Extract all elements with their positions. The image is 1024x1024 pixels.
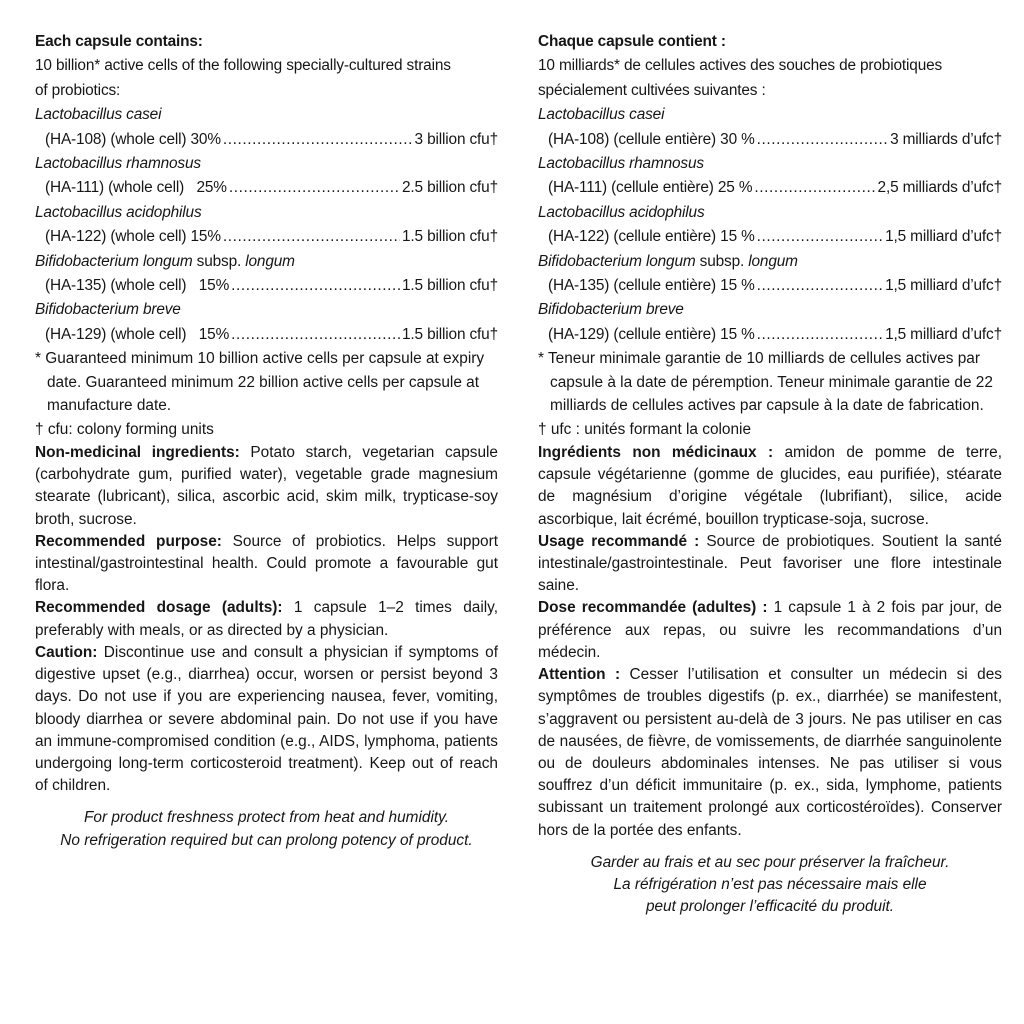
leader-dots — [229, 176, 400, 200]
purpose-section — [538, 531, 1002, 598]
species-name: longum — [245, 252, 295, 270]
strain-desc: (HA-122) (cellule entière) 15 % — [548, 228, 755, 246]
strain-row — [538, 128, 1002, 152]
caution-text: Cesser l’utilisation et consulter un médecin si des symptômes de troubles digestifs (p. ex., diarrhée) se manifestent, s’aggravent ou persistent au-delà de 3 jours. Ne pas utiliser en cas de nausées, de fièvre, de vomissements, de diarrhée sanguinolente ou de douleurs abdominales intenses. Ne pas utiliser si vous souffrez d’un déficit immunitaire (p. ex., sida, lymphome, patients subissant un traitement prolongé aux corticostéroïdes). Conserver hors de la portée des enfants. — [538, 666, 1002, 839]
strain-amount: 1.5 billion cfu† — [402, 228, 498, 246]
caution-heading: Caution: — [35, 643, 98, 661]
contains-heading: Each capsule contains: — [35, 33, 203, 50]
strain-desc: (HA-108) (whole cell) 30% — [45, 130, 221, 148]
dosage-section — [538, 597, 1002, 664]
leader-dots — [223, 128, 413, 152]
strain-amount: 2.5 billion cfu† — [402, 179, 498, 197]
strain-amount: 1,5 milliard d’ufc† — [885, 325, 1002, 343]
english-column — [35, 30, 498, 852]
strain-desc: (HA-135) (cellule entière) 15 % — [548, 277, 755, 295]
cfu-note: † ufc : unités formant la colonie — [538, 421, 752, 439]
leader-dots — [231, 274, 400, 298]
strain-row — [35, 323, 498, 347]
footer-line: For product freshness protect from heat and humidity. — [84, 809, 449, 827]
nonmedicinal-section — [35, 442, 498, 531]
dosage-text: 1 capsule 1–2 times daily, preferably with meals, or as directed by a physician. — [35, 599, 498, 639]
strain-desc: (HA-122) (whole cell) 15% — [45, 228, 221, 246]
leader-dots — [757, 128, 888, 152]
dosage-text: 1 capsule 1 à 2 fois par jour, de préférence aux repas, ou suivre les recommandations d’un médecin. — [538, 599, 1002, 661]
cfu-note: † cfu: colony forming units — [35, 421, 214, 439]
strain-species: Lactobacillus acidophilus — [35, 203, 202, 221]
strain-species: Lactobacillus rhamnosus — [538, 155, 704, 173]
caution-heading: Attention : — [538, 666, 621, 684]
nonmedicinal-section — [538, 442, 1002, 531]
dosage-heading: Recommended dosage (adults): — [35, 599, 283, 617]
strain-desc: (HA-111) (cellule entière) 25 % — [548, 179, 753, 197]
strain-desc: (HA-135) (whole cell) 15% — [45, 277, 230, 295]
purpose-text: Source de probiotiques. Soutient la santé intestinale/gastrointestinale. Peut favoriser une flore intestinale saine. — [538, 532, 1002, 595]
strain-row — [538, 323, 1002, 347]
strain-species: Bifidobacterium breve — [35, 301, 181, 319]
storage-footer — [538, 852, 1002, 919]
purpose-text: Source of probiotics. Helps support intestinal/gastrointestinal health. Could promote a favourable gut flora. — [35, 532, 498, 595]
strain-amount: 3 billion cfu† — [414, 130, 498, 148]
species-name: longum — [748, 252, 798, 270]
nonmedicinal-text: amidon de pomme de terre, capsule végétarienne (gomme de glucides, eau purifiée), stéarate de magnésium d’origine végétale (lubrifiant), silice, acide ascorbique, lait écrémé, bouillon trypticase-soja, sucrose. — [538, 444, 1002, 528]
strain-desc: (HA-111) (whole cell) 25% — [45, 179, 227, 197]
contains-heading: Chaque capsule contient : — [538, 33, 726, 50]
strain-amount: 3 milliards d’ufc† — [890, 130, 1002, 148]
strain-amount: 1,5 milliard d’ufc† — [885, 277, 1002, 295]
footer-line: No refrigeration required but can prolong potency of product. — [60, 831, 473, 849]
purpose-heading: Recommended purpose: — [35, 532, 222, 550]
strain-species: Lactobacillus casei — [538, 106, 665, 124]
strain-species: Bifidobacterium breve — [538, 301, 684, 319]
caution-section — [538, 664, 1002, 842]
caution-section — [35, 642, 498, 797]
nonmedicinal-heading: Ingrédients non médicinaux : — [538, 444, 774, 462]
leader-dots — [757, 323, 883, 347]
contains-line: 10 billion* active cells of the following specially-cultured strains — [35, 57, 451, 75]
contains-line: 10 milliards* de cellules actives des souches de probiotiques — [538, 57, 943, 75]
subsp-label: subsp. — [695, 252, 749, 270]
strain-species: Lactobacillus casei — [35, 106, 162, 124]
leader-dots — [757, 225, 883, 249]
dosage-section — [35, 597, 498, 641]
purpose-heading: Usage recommandé : — [538, 532, 700, 550]
subsp-label: subsp. — [192, 252, 246, 270]
strain-amount: 1,5 milliard d’ufc† — [885, 228, 1002, 246]
guarantee-note: * Guaranteed minimum 10 billion active cells per capsule at expiry date. Guaranteed minimum 22 billion active cells per capsule at manufacture date. — [35, 350, 485, 415]
strain-species — [538, 250, 1002, 274]
strain-row — [538, 274, 1002, 298]
contains-line: of probiotics: — [35, 81, 121, 99]
strain-row — [35, 176, 498, 200]
leader-dots — [231, 323, 400, 347]
purpose-section — [35, 531, 498, 598]
strain-species: Lactobacillus rhamnosus — [35, 155, 201, 173]
strain-row — [35, 225, 498, 249]
strain-row — [35, 128, 498, 152]
footer-line: Garder au frais et au sec pour préserver la fraîcheur. — [590, 853, 950, 871]
strain-desc: (HA-108) (cellule entière) 30 % — [548, 130, 755, 148]
strain-row — [538, 176, 1002, 200]
strain-desc: (HA-129) (whole cell) 15% — [45, 325, 230, 343]
strain-amount: 1.5 billion cfu† — [402, 325, 498, 343]
guarantee-note: * Teneur minimale garantie de 10 milliards de cellules actives par capsule à la date de péremption. Teneur minimale garantie de 22 milliards de cellules actives par capsule à la date de fabrication. — [538, 350, 993, 415]
footer-line: peut prolonger l’efficacité du produit. — [645, 898, 895, 916]
nonmedicinal-heading: Non-medicinal ingredients: — [35, 444, 240, 462]
storage-footer — [35, 807, 498, 851]
strain-row — [538, 225, 1002, 249]
strain-row — [35, 274, 498, 298]
strain-desc: (HA-129) (cellule entière) 15 % — [548, 325, 755, 343]
strain-species — [35, 250, 498, 274]
leader-dots — [754, 176, 875, 200]
leader-dots — [757, 274, 883, 298]
species-name: Bifidobacterium longum — [538, 252, 696, 270]
caution-text: Discontinue use and consult a physician if symptoms of digestive upset (e.g., diarrhea) occur, worsen or persist beyond 3 days. Do not use if you are experiencing nausea, fever, vomiting, bloody diarrhea or severe abdominal pain. Do not use if you have an immune-compromised condition (e.g., AIDS, lymphoma, patients undergoing long-term corticosteroid treatment). Keep out of reach of children. — [35, 643, 498, 795]
footer-line: La réfrigération n’est pas nécessaire mais elle — [613, 875, 927, 893]
contains-line: spécialement cultivées suivantes : — [538, 81, 766, 99]
strain-amount: 2,5 milliards d’ufc† — [877, 179, 1002, 197]
nonmedicinal-text: Potato starch, vegetarian capsule (carbohydrate gum, purified water), vegetable grade magnesium stearate (lubricant), silica, ascorbic acid, skim milk, trypticase-soy broth, sucrose. — [35, 444, 498, 528]
french-column — [538, 30, 1002, 918]
strain-species: Lactobacillus acidophilus — [538, 203, 705, 221]
leader-dots — [223, 225, 400, 249]
strain-amount: 1.5 billion cfu† — [402, 277, 498, 295]
species-name: Bifidobacterium longum — [35, 252, 193, 270]
dosage-heading: Dose recommandée (adultes) : — [538, 599, 768, 617]
